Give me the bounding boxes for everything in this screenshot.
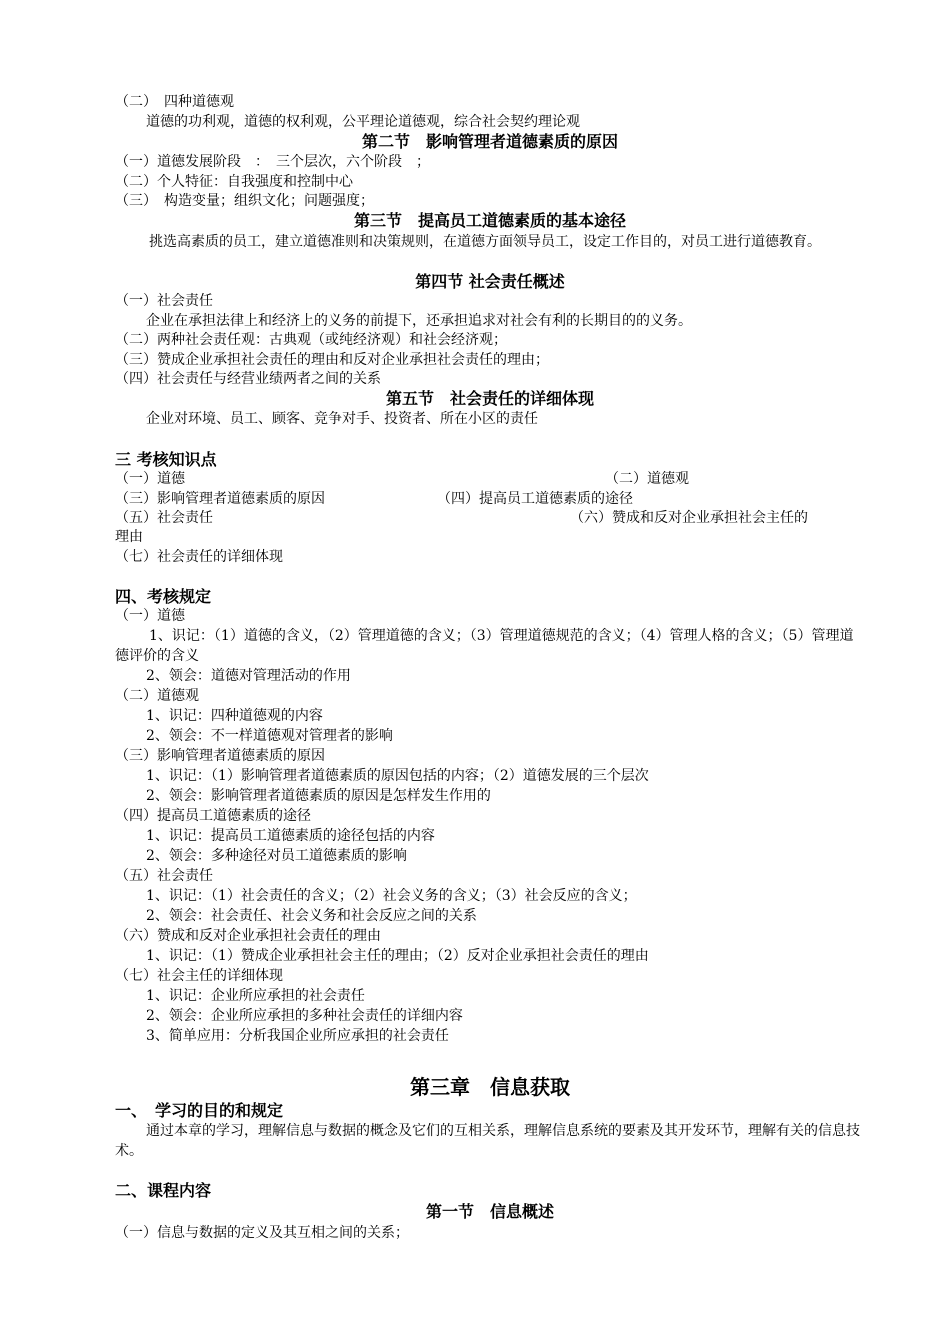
list-item: （一）社会责任 <box>115 293 213 309</box>
chapter-title: 第三章 信息获取 <box>410 1075 570 1099</box>
paragraph: 道德的功利观，道德的权利观，公平理论道德观，综合社会契约理论观 <box>146 114 580 130</box>
list-item: （二）个人特征：自我强度和控制中心 <box>115 174 353 190</box>
requirement: 1、识记：（1）社会责任的含义；（2）社会义务的含义；（3）社会反应的含义； <box>146 888 637 904</box>
part-heading: 二、课程内容 <box>115 1181 212 1200</box>
list-item: （四）提高员工道德素质的途径 <box>115 808 311 824</box>
knowledge-point: （五）社会责任 <box>115 510 213 526</box>
knowledge-point: （一）道德 <box>115 471 185 487</box>
knowledge-point: （四）提高员工道德素质的途径 <box>437 491 633 507</box>
paragraph: 企业对环境、员工、顾客、竞争对手、投资者、所在小区的责任 <box>146 411 538 427</box>
knowledge-point: （三）影响管理者道德素质的原因 <box>115 491 325 507</box>
list-item: （三）赞成企业承担社会责任的理由和反对企业承担社会责任的理由； <box>115 352 549 368</box>
knowledge-point: （七）社会责任的详细体现 <box>115 549 283 565</box>
list-item: （一）道德发展阶段 ： 三个层次，六个阶段 ； <box>115 154 430 170</box>
paragraph: 挑选高素质的员工，建立道德准则和决策规则，在道德方面领导员工，设定工作目的，对员工进行道德教育。 <box>149 234 821 250</box>
list-item: （三）影响管理者道德素质的原因 <box>115 748 325 764</box>
list-item: （二）两种社会责任观：古典观（或纯经济观）和社会经济观； <box>115 332 507 348</box>
part-heading: 三 考核知识点 <box>115 450 217 469</box>
list-item: （六）赞成和反对企业承担社会责任的理由 <box>115 928 381 944</box>
knowledge-point: （二）道德观 <box>605 471 689 487</box>
part-heading: 一、 学习的目的和规定 <box>115 1101 284 1120</box>
section-heading: 第五节 社会责任的详细体现 <box>385 389 594 408</box>
requirement: 2、领会：企业所应承担的多种社会责任的详细内容 <box>146 1008 463 1024</box>
requirement: 2、领会：道德对管理活动的作用 <box>146 668 351 684</box>
requirement: 1、识记：（1）影响管理者道德素质的原因包括的内容；（2）道德发展的三个层次 <box>146 768 649 784</box>
section-heading: 第二节 影响管理者道德素质的原因 <box>361 132 618 151</box>
knowledge-point-continuation: 理由 <box>115 529 143 545</box>
list-item: （五）社会责任 <box>115 868 213 884</box>
knowledge-point: （六）赞成和反对企业承担社会主任的 <box>570 510 808 526</box>
requirement: 2、领会：不一样道德观对管理者的影响 <box>146 728 393 744</box>
list-item: （四）社会责任与经营业绩两者之间的关系 <box>115 371 381 387</box>
requirement: 1、识记：（1）道德的含义，（2）管理道德的含义；（3）管理道德规范的含义；（4）管理人格的含义；（5）管理道德评价的含义 <box>115 628 854 664</box>
list-item: （七）社会主任的详细体现 <box>115 968 283 984</box>
section-heading: 第四节 社会责任概述 <box>415 272 565 291</box>
requirement: 2、领会：多种途径对员工道德素质的影响 <box>146 848 407 864</box>
part-heading: 四、考核规定 <box>115 587 212 606</box>
requirement: 1、识记：（1）赞成企业承担社会主任的理由；（2）反对企业承担社会责任的理由 <box>146 948 649 964</box>
paragraph: 通过本章的学习，理解信息与数据的概念及它们的互相关系，理解信息系统的要素及其开发环节，理解有关的信息技术。 <box>115 1123 860 1159</box>
paragraph: 企业在承担法律上和经济上的义务的前提下，还承担追求对社会有利的长期目的的义务。 <box>146 313 692 329</box>
requirement: 2、领会：社会责任、社会义务和社会反应之间的关系 <box>146 908 477 924</box>
section-heading: 第一节 信息概述 <box>425 1202 554 1221</box>
requirement: 2、领会：影响管理者道德素质的原因是怎样发生作用的 <box>146 788 491 804</box>
requirement: 1、识记：提高员工道德素质的途径包括的内容 <box>146 828 435 844</box>
section-heading: 第三节 提高员工道德素质的基本途径 <box>353 211 626 230</box>
requirement: 3、简单应用：分析我国企业所应承担的社会责任 <box>146 1028 449 1044</box>
requirement: 1、识记：企业所应承担的社会责任 <box>146 988 365 1004</box>
list-item: （一）信息与数据的定义及其互相之间的关系； <box>115 1225 409 1241</box>
requirement: 1、识记：四种道德观的内容 <box>146 708 323 724</box>
list-item: （二）道德观 <box>115 688 199 704</box>
list-item: （一）道德 <box>115 608 185 624</box>
subsection-heading: （二） 四种道德观 <box>115 94 234 110</box>
list-item: （三） 构造变量；组织文化；问题强度； <box>115 193 374 209</box>
